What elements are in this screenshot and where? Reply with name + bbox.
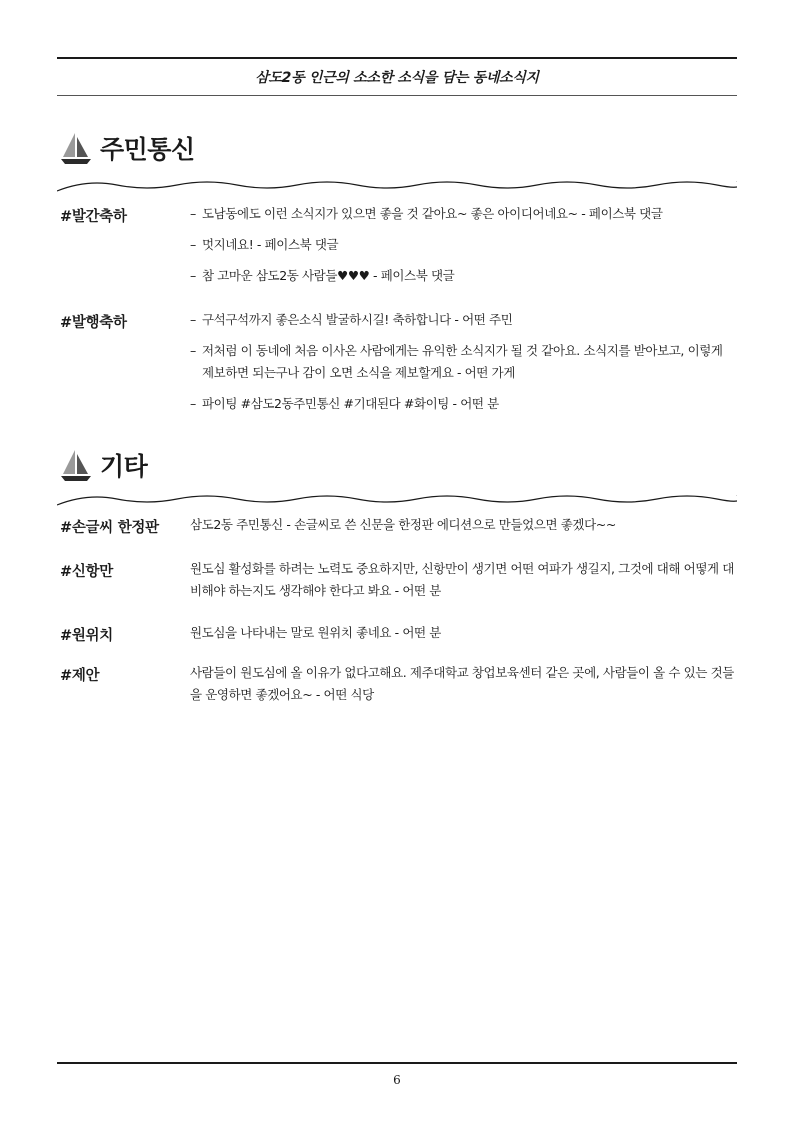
comment-item: – 도남동에도 이런 소식지가 있으면 좋을 것 같아요~ 좋은 아이디어네요~ - 페이스북 댓글 <box>190 206 663 221</box>
comment-item: – 구석구석까지 좋은소식 발굴하시길! 축하합니다 - 어떤 주민 <box>190 312 513 327</box>
top-rule <box>57 57 737 59</box>
hashtag-label: #신항만 <box>60 564 113 580</box>
wave-divider <box>57 487 737 511</box>
section-heading-resident-news <box>60 128 195 168</box>
comment-item: – 참 고마운 삼도2동 사람들♥♥♥ - 페이스북 댓글 <box>190 268 455 283</box>
comment-text: 원도심 활성화를 하려는 노력도 중요하지만, 신항만이 생기면 어떤 여파가 생길지, 그것에 대해 어떻게 대비해야 하는지도 생각해야 한다고 봐요 - 어떤 분 <box>190 561 734 598</box>
header-rule <box>57 95 737 96</box>
comment-item: – 멋지네요! - 페이스북 댓글 <box>190 237 339 252</box>
hashtag-label: #원위치 <box>60 628 113 644</box>
section-title: 기타 <box>100 452 148 481</box>
hashtag-label: #제안 <box>60 668 100 684</box>
hashtag-label: #발간축하 <box>60 209 127 225</box>
comment-text: 사람들이 원도심에 올 이유가 없다고해요. 제주대학교 창업보육센터 같은 곳에, 사람들이 올 수 있는 것들을 운영하면 좋겠어요~ - 어떤 식당 <box>190 665 734 702</box>
footer-rule <box>57 1062 737 1064</box>
wave-divider <box>57 173 737 197</box>
sailboat-icon <box>60 448 92 482</box>
comment-item: – 파이팅 #삼도2동주민통신 #기대된다 #화이팅 - 어떤 분 <box>190 396 499 411</box>
hashtag-label: #발행축하 <box>60 315 127 331</box>
hashtag-label: #손글씨 한정판 <box>60 520 159 536</box>
comment-text: 삼도2동 주민통신 - 손글씨로 쓴 신문을 한정판 에디션으로 만들었으면 좋겠다~~ <box>190 517 616 532</box>
page-number: 6 <box>393 1073 401 1087</box>
comment-text: 원도심을 나타내는 말로 원위치 좋네요 - 어떤 분 <box>190 625 441 640</box>
comment-item: – 저처럼 이 동네에 처음 이사온 사람에게는 유익한 소식지가 될 것 같아요. 소식지를 받아보고, 이렇게 제보하면 되는구나 감이 오면 소식을 제보할게요 - 어떤 가게 <box>190 343 723 380</box>
section-title: 주민통신 <box>100 135 195 164</box>
section-heading-others <box>60 445 147 485</box>
sailboat-icon <box>60 131 92 165</box>
newsletter-tagline: 삼도2동 인근의 소소한 소식을 담는 동네소식지 <box>255 70 539 86</box>
